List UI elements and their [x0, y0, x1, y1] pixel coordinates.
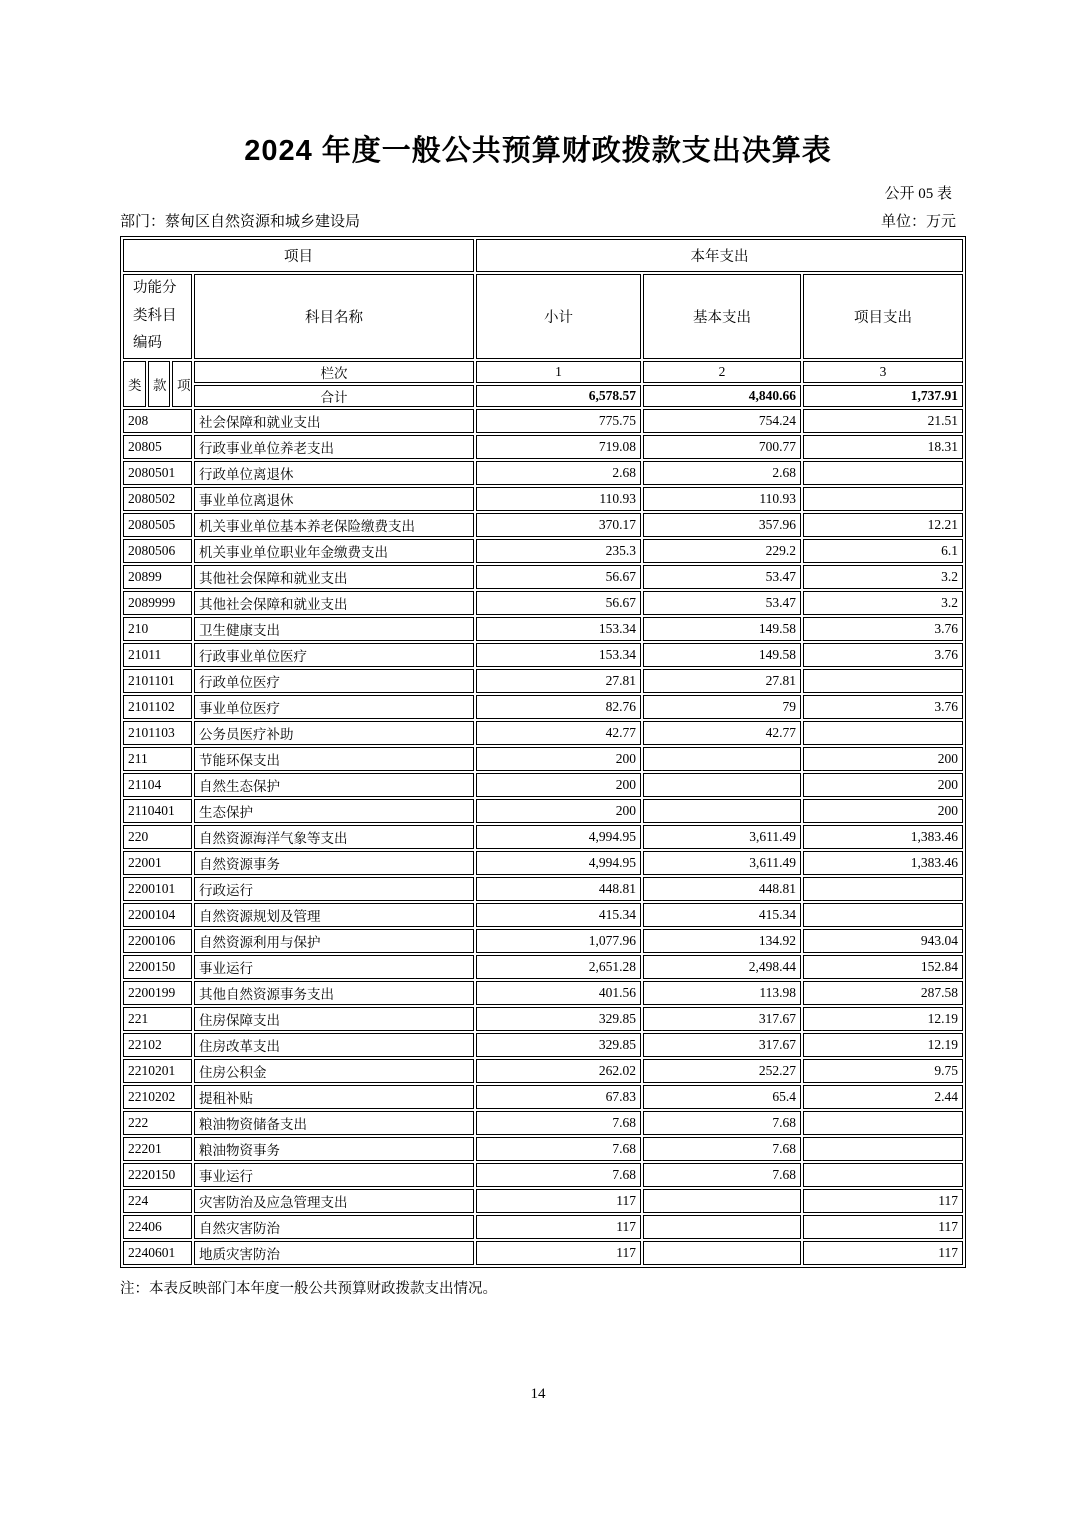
row-basic-expenditure: 110.93 [643, 487, 801, 511]
row-function-code: 22201 [123, 1137, 192, 1161]
header-column-1: 1 [476, 361, 641, 383]
row-project-expenditure [803, 721, 963, 745]
row-subtotal: 329.85 [476, 1033, 641, 1057]
table-row [123, 1111, 963, 1135]
row-function-code: 21011 [123, 643, 192, 667]
table-row [123, 721, 963, 745]
row-project-expenditure: 3.2 [803, 591, 963, 615]
row-project-expenditure: 117 [803, 1215, 963, 1239]
table-row [123, 799, 963, 823]
row-subject-name: 住房改革支出 [194, 1033, 474, 1057]
row-subject-name: 住房公积金 [194, 1059, 474, 1083]
row-subtotal: 235.3 [476, 539, 641, 563]
row-subject-name: 事业单位离退休 [194, 487, 474, 511]
header-function-code: 功能分 类科目 编码 [123, 274, 192, 359]
row-project-expenditure: 943.04 [803, 929, 963, 953]
table-row [123, 903, 963, 927]
row-project-expenditure: 6.1 [803, 539, 963, 563]
row-subtotal: 153.34 [476, 643, 641, 667]
row-basic-expenditure [643, 799, 801, 823]
row-subject-name: 行政单位医疗 [194, 669, 474, 693]
row-basic-expenditure: 79 [643, 695, 801, 719]
row-project-expenditure: 287.58 [803, 981, 963, 1005]
row-subject-name: 灾害防治及应急管理支出 [194, 1189, 474, 1213]
row-function-code: 22102 [123, 1033, 192, 1057]
meta-line [120, 210, 956, 231]
row-basic-expenditure: 700.77 [643, 435, 801, 459]
row-subject-name: 事业单位医疗 [194, 695, 474, 719]
row-subject-name: 粮油物资储备支出 [194, 1111, 474, 1135]
row-function-code: 222 [123, 1111, 192, 1135]
table-row [123, 409, 963, 433]
table-row [123, 461, 963, 485]
row-subtotal: 56.67 [476, 591, 641, 615]
row-function-code: 22406 [123, 1215, 192, 1239]
row-basic-expenditure [643, 747, 801, 771]
row-subtotal: 7.68 [476, 1137, 641, 1161]
row-subject-name: 机关事业单位职业年金缴费支出 [194, 539, 474, 563]
row-subtotal: 719.08 [476, 435, 641, 459]
row-subtotal: 448.81 [476, 877, 641, 901]
row-project-expenditure: 18.31 [803, 435, 963, 459]
row-project-expenditure [803, 877, 963, 901]
table-row [123, 513, 963, 537]
row-basic-expenditure: 2,498.44 [643, 955, 801, 979]
row-subtotal: 4,994.95 [476, 825, 641, 849]
row-project-expenditure: 3.2 [803, 565, 963, 589]
row-subtotal: 82.76 [476, 695, 641, 719]
row-project-expenditure: 12.19 [803, 1007, 963, 1031]
row-basic-expenditure: 7.68 [643, 1111, 801, 1135]
table-row [123, 695, 963, 719]
row-subtotal: 67.83 [476, 1085, 641, 1109]
header-item: 项 [172, 361, 192, 407]
row-subject-name: 生态保护 [194, 799, 474, 823]
row-subtotal: 262.02 [476, 1059, 641, 1083]
row-project-expenditure: 1,383.46 [803, 851, 963, 875]
table-row [123, 617, 963, 641]
budget-table [120, 236, 966, 1268]
department-label: 部门：蔡甸区自然资源和城乡建设局 [120, 214, 361, 230]
row-basic-expenditure: 2.68 [643, 461, 801, 485]
table-row [123, 1137, 963, 1161]
table-row [123, 1059, 963, 1083]
row-project-expenditure [803, 903, 963, 927]
row-function-code: 2089999 [123, 591, 192, 615]
row-basic-expenditure: 357.96 [643, 513, 801, 537]
header-project-group: 项目 [123, 239, 474, 272]
table-row [123, 591, 963, 615]
row-basic-expenditure [643, 1241, 801, 1265]
header-section: 款 [148, 361, 170, 407]
table-row [123, 643, 963, 667]
row-subject-name: 公务员医疗补助 [194, 721, 474, 745]
row-subject-name: 其他社会保障和就业支出 [194, 591, 474, 615]
totals-row [123, 385, 963, 407]
row-basic-expenditure: 42.77 [643, 721, 801, 745]
row-function-code: 2080501 [123, 461, 192, 485]
table-row [123, 1163, 963, 1187]
row-subject-name: 其他自然资源事务支出 [194, 981, 474, 1005]
header-column-row-label: 栏次 [194, 361, 474, 383]
table-row [123, 1189, 963, 1213]
table-row [123, 1215, 963, 1239]
row-subtotal: 117 [476, 1189, 641, 1213]
row-basic-expenditure: 65.4 [643, 1085, 801, 1109]
table-code-label: 公开 05 表 [884, 186, 952, 202]
row-subject-name: 卫生健康支出 [194, 617, 474, 641]
table-body [123, 409, 963, 1265]
row-project-expenditure: 200 [803, 773, 963, 797]
row-basic-expenditure: 252.27 [643, 1059, 801, 1083]
table-row [123, 669, 963, 693]
row-subtotal: 7.68 [476, 1111, 641, 1135]
row-basic-expenditure: 754.24 [643, 409, 801, 433]
row-project-expenditure: 21.51 [803, 409, 963, 433]
row-function-code: 2080502 [123, 487, 192, 511]
row-function-code: 221 [123, 1007, 192, 1031]
table-row [123, 955, 963, 979]
row-function-code: 2240601 [123, 1241, 192, 1265]
row-function-code: 20805 [123, 435, 192, 459]
row-subject-name: 自然资源利用与保护 [194, 929, 474, 953]
row-basic-expenditure: 229.2 [643, 539, 801, 563]
row-function-code: 2101102 [123, 695, 192, 719]
row-function-code: 2110401 [123, 799, 192, 823]
row-subtotal: 401.56 [476, 981, 641, 1005]
header-column-2: 2 [643, 361, 801, 383]
row-project-expenditure: 3.76 [803, 695, 963, 719]
row-basic-expenditure: 53.47 [643, 565, 801, 589]
row-function-code: 208 [123, 409, 192, 433]
row-project-expenditure [803, 1137, 963, 1161]
totals-project: 1,737.91 [803, 385, 963, 407]
totals-subtotal: 6,578.57 [476, 385, 641, 407]
row-function-code: 211 [123, 747, 192, 771]
row-subject-name: 事业运行 [194, 955, 474, 979]
table-row [123, 565, 963, 589]
row-subtotal: 200 [476, 747, 641, 771]
row-project-expenditure: 3.76 [803, 617, 963, 641]
row-subtotal: 2.68 [476, 461, 641, 485]
header-row-columns [123, 274, 963, 359]
table-row [123, 1033, 963, 1057]
row-subtotal: 117 [476, 1241, 641, 1265]
table-row [123, 747, 963, 771]
row-function-code: 2200106 [123, 929, 192, 953]
table-row [123, 773, 963, 797]
row-basic-expenditure: 134.92 [643, 929, 801, 953]
table-row [123, 487, 963, 511]
row-function-code: 2101103 [123, 721, 192, 745]
row-basic-expenditure: 7.68 [643, 1163, 801, 1187]
row-basic-expenditure: 113.98 [643, 981, 801, 1005]
row-project-expenditure: 200 [803, 747, 963, 771]
row-subtotal: 329.85 [476, 1007, 641, 1031]
footnote: 注：本表反映部门本年度一般公共预算财政拨款支出情况。 [120, 1280, 497, 1297]
row-basic-expenditure [643, 773, 801, 797]
table-row [123, 929, 963, 953]
row-project-expenditure: 152.84 [803, 955, 963, 979]
row-subject-name: 自然资源事务 [194, 851, 474, 875]
table-row [123, 851, 963, 875]
row-subject-name: 地质灾害防治 [194, 1241, 474, 1265]
row-project-expenditure [803, 487, 963, 511]
row-subtotal: 27.81 [476, 669, 641, 693]
row-basic-expenditure: 448.81 [643, 877, 801, 901]
header-row-column-index [123, 361, 963, 383]
row-subtotal: 42.77 [476, 721, 641, 745]
row-function-code: 2220150 [123, 1163, 192, 1187]
row-subject-name: 提租补贴 [194, 1085, 474, 1109]
row-subtotal: 2,651.28 [476, 955, 641, 979]
row-function-code: 2200150 [123, 955, 192, 979]
row-project-expenditure: 12.21 [803, 513, 963, 537]
row-project-expenditure: 2.44 [803, 1085, 963, 1109]
row-project-expenditure [803, 1163, 963, 1187]
row-function-code: 20899 [123, 565, 192, 589]
row-subtotal: 200 [476, 773, 641, 797]
table-row [123, 1085, 963, 1109]
row-subtotal: 7.68 [476, 1163, 641, 1187]
row-function-code: 224 [123, 1189, 192, 1213]
row-function-code: 2200104 [123, 903, 192, 927]
row-subtotal: 4,994.95 [476, 851, 641, 875]
row-subject-name: 机关事业单位基本养老保险缴费支出 [194, 513, 474, 537]
row-function-code: 2200101 [123, 877, 192, 901]
row-project-expenditure: 3.76 [803, 643, 963, 667]
header-class: 类 [123, 361, 146, 407]
row-basic-expenditure [643, 1215, 801, 1239]
row-project-expenditure: 117 [803, 1241, 963, 1265]
row-function-code: 2080506 [123, 539, 192, 563]
page-number: 14 [530, 1385, 546, 1402]
row-function-code: 2210201 [123, 1059, 192, 1083]
totals-label: 合计 [194, 385, 474, 407]
row-subtotal: 775.75 [476, 409, 641, 433]
row-subject-name: 节能环保支出 [194, 747, 474, 771]
header-current-year-group: 本年支出 [476, 239, 963, 272]
row-subtotal: 370.17 [476, 513, 641, 537]
row-subject-name: 自然生态保护 [194, 773, 474, 797]
table-row [123, 539, 963, 563]
row-subject-name: 社会保障和就业支出 [194, 409, 474, 433]
row-subject-name: 事业运行 [194, 1163, 474, 1187]
row-subject-name: 行政运行 [194, 877, 474, 901]
unit-label: 单位：万元 [880, 214, 956, 230]
totals-basic: 4,840.66 [643, 385, 801, 407]
row-basic-expenditure: 149.58 [643, 643, 801, 667]
row-subtotal: 1,077.96 [476, 929, 641, 953]
row-project-expenditure [803, 1111, 963, 1135]
table-row [123, 877, 963, 901]
header-subject-name: 科目名称 [194, 274, 474, 359]
table-row [123, 825, 963, 849]
header-project-expenditure: 项目支出 [803, 274, 963, 359]
row-project-expenditure [803, 461, 963, 485]
header-column-3: 3 [803, 361, 963, 383]
row-function-code: 2101101 [123, 669, 192, 693]
row-function-code: 22001 [123, 851, 192, 875]
row-basic-expenditure: 27.81 [643, 669, 801, 693]
row-function-code: 2200199 [123, 981, 192, 1005]
row-function-code: 2210202 [123, 1085, 192, 1109]
row-subject-name: 其他社会保障和就业支出 [194, 565, 474, 589]
row-function-code: 220 [123, 825, 192, 849]
table-row [123, 981, 963, 1005]
header-row-groups [123, 239, 963, 272]
row-subject-name: 行政事业单位医疗 [194, 643, 474, 667]
row-subject-name: 住房保障支出 [194, 1007, 474, 1031]
row-basic-expenditure [643, 1189, 801, 1213]
row-subtotal: 415.34 [476, 903, 641, 927]
row-subject-name: 自然资源规划及管理 [194, 903, 474, 927]
row-function-code: 210 [123, 617, 192, 641]
row-basic-expenditure: 149.58 [643, 617, 801, 641]
row-subtotal: 153.34 [476, 617, 641, 641]
table-row [123, 1241, 963, 1265]
header-subtotal: 小计 [476, 274, 641, 359]
row-function-code: 21104 [123, 773, 192, 797]
row-basic-expenditure: 3,611.49 [643, 825, 801, 849]
row-project-expenditure: 117 [803, 1189, 963, 1213]
row-basic-expenditure: 317.67 [643, 1033, 801, 1057]
row-basic-expenditure: 53.47 [643, 591, 801, 615]
row-subtotal: 110.93 [476, 487, 641, 511]
row-subject-name: 行政单位离退休 [194, 461, 474, 485]
table-row [123, 435, 963, 459]
row-function-code: 2080505 [123, 513, 192, 537]
row-project-expenditure: 12.19 [803, 1033, 963, 1057]
row-subtotal: 200 [476, 799, 641, 823]
row-basic-expenditure: 317.67 [643, 1007, 801, 1031]
row-subject-name: 行政事业单位养老支出 [194, 435, 474, 459]
row-basic-expenditure: 415.34 [643, 903, 801, 927]
row-project-expenditure: 200 [803, 799, 963, 823]
row-basic-expenditure: 7.68 [643, 1137, 801, 1161]
row-subtotal: 56.67 [476, 565, 641, 589]
row-project-expenditure: 9.75 [803, 1059, 963, 1083]
row-basic-expenditure: 3,611.49 [643, 851, 801, 875]
table-row [123, 1007, 963, 1031]
row-project-expenditure: 1,383.46 [803, 825, 963, 849]
row-subject-name: 自然灾害防治 [194, 1215, 474, 1239]
header-basic-expenditure: 基本支出 [643, 274, 801, 359]
row-subject-name: 自然资源海洋气象等支出 [194, 825, 474, 849]
row-subject-name: 粮油物资事务 [194, 1137, 474, 1161]
row-project-expenditure [803, 669, 963, 693]
row-subtotal: 117 [476, 1215, 641, 1239]
page-title: 2024 年度一般公共预算财政拨款支出决算表 [244, 135, 832, 167]
